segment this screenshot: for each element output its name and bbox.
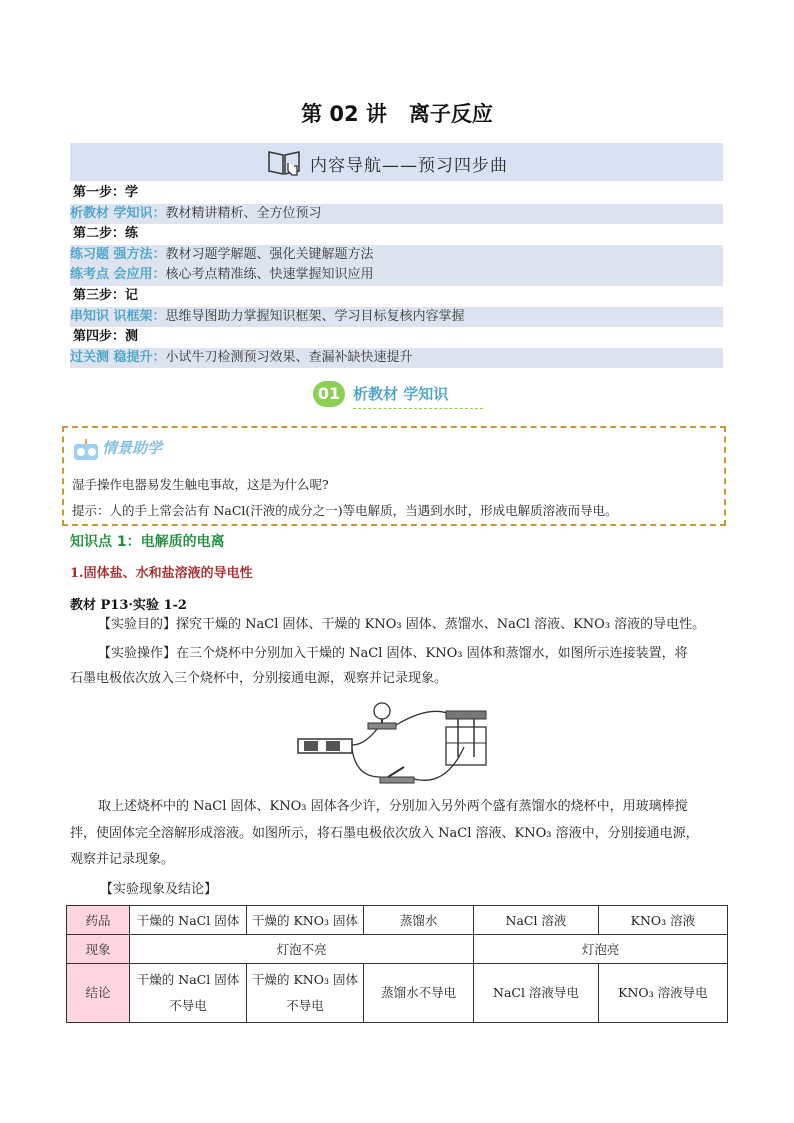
scenario-badge-label: 情景助学 [102, 439, 163, 457]
scenario-box [62, 426, 726, 526]
nav-item: 析教材 学知识：教材精讲精析、全方位预习 [70, 204, 723, 225]
table-row: 结论 干燥的 NaCl 固体不导电 干燥的 KNO₃ 固体不导电 蒸馏水不导电 NaCl 溶液导电 KNO₃ 溶液导电 [67, 964, 728, 1023]
nav-item: 练习题 强方法：教材习题学解题、强化关键解题方法 [70, 245, 723, 266]
section-number-badge: 01 [313, 381, 345, 407]
page-title: 第 02 讲 离子反应 [301, 102, 493, 126]
nav-step-1: 第一步：学 [73, 185, 139, 200]
content-navigation [70, 143, 723, 370]
results-heading: 【实验现象及结论】 [100, 882, 218, 897]
section-title: 析教材 学知识 [353, 385, 449, 403]
nav-item: 串知识 识框架：思维导图助力掌握知识框架、学习目标复核内容掌握 [70, 307, 723, 328]
circuit-apparatus-diagram [296, 697, 506, 797]
section-underline [353, 408, 483, 409]
scenario-badge-icon [72, 436, 102, 464]
nav-step-4: 第四步：测 [73, 329, 139, 345]
procedure-line-1: 取上述烧杯中的 NaCl 固体、KNO₃ 固体各少许，分别加入另外两个盛有蒸馏水的烧杯中，用玻璃棒搅 [98, 799, 688, 814]
book-icon [266, 147, 304, 177]
nav-title: 内容导航——预习四步曲 [310, 156, 508, 176]
nav-header [70, 143, 723, 181]
scenario-question: 湿手操作电器易发生触电事故，这是为什么呢? [72, 477, 329, 492]
results-table [66, 905, 728, 1023]
knowledge-point-heading: 知识点 1：电解质的电离 [70, 534, 225, 550]
nav-item: 练考点 会应用：核心考点精准练、快速掌握知识应用 [70, 265, 723, 286]
experiment-purpose: 【实验目的】探究干燥的 NaCl 固体、干燥的 KNO₃ 固体、蒸馏水、NaCl 溶液、KNO₃ 溶液的导电性。 [98, 617, 706, 632]
table-row: 药品 干燥的 NaCl 固体 干燥的 KNO₃ 固体 蒸馏水 NaCl 溶液 KNO₃ 溶液 [67, 906, 728, 935]
procedure-line-2: 拌，使固体完全溶解形成溶液。如图所示，将石墨电极依次放入 NaCl 溶液、KNO₃ 溶液中，分别接通电源， [70, 826, 699, 841]
subheading: 1.固体盐、水和盐溶液的导电性 [70, 566, 253, 581]
experiment-operation-line-2: 石墨电极依次放入三个烧杯中，分别接通电源，观察并记录现象。 [70, 671, 448, 686]
nav-step-2: 第二步：练 [73, 226, 139, 242]
nav-item: 过关测 稳提升：小试牛刀检测预习效果、查漏补缺快速提升 [70, 348, 723, 369]
procedure-line-3: 观察并记录现象。 [70, 852, 175, 867]
textbook-source: 教材 P13·实验 1-2 [70, 598, 187, 613]
table-row: 现象 灯泡不亮 灯泡亮 [67, 935, 728, 964]
scenario-answer: 提示：人的手上常会沾有 NaCl(汗液的成分之一)等电解质，当遇到水时，形成电解质溶液而导电。 [72, 503, 618, 518]
nav-step-3: 第三步：记 [73, 288, 139, 303]
experiment-operation-line-1: 【实验操作】在三个烧杯中分别加入干燥的 NaCl 固体、KNO₃ 固体和蒸馏水，如图所示连接装置，将 [98, 646, 688, 661]
